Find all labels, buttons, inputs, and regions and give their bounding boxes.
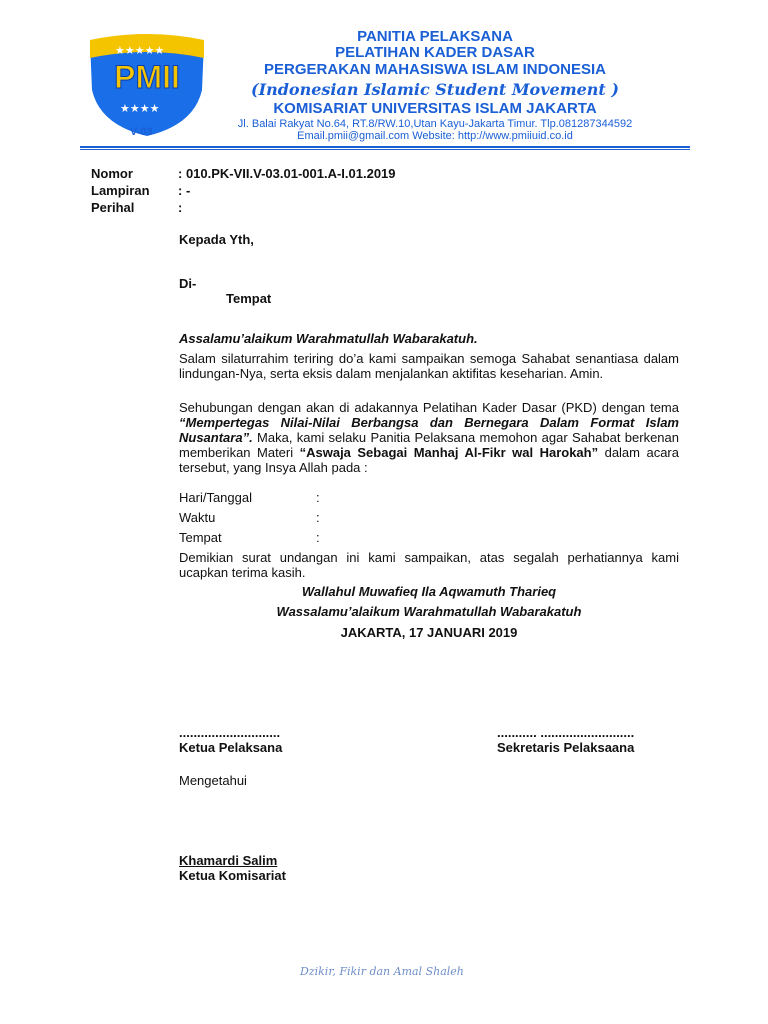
header-committee: PANITIA PELAKSANA — [357, 28, 513, 45]
recipient-greeting: Kepada Yth, — [179, 232, 254, 247]
hari-label: Hari/Tanggal — [179, 490, 252, 505]
waktu-label: Waktu — [179, 510, 216, 525]
lampiran-label: Lampiran — [91, 183, 150, 198]
header-divider — [80, 146, 690, 148]
place-date: JAKARTA, 17 JANUARI 2019 — [340, 625, 518, 640]
recipient-di: Di- — [179, 276, 197, 291]
paragraph-intro: Salam silaturrahim teriring do’a kami sampaikan semoga Sahabat senantiasa dalam lindungan-Nya, serta eksis dalam menjalankan aktifitas keseharian. Amin. — [179, 351, 679, 381]
closing-salam: Wassalamu’alaikum Warahmatullah Wabarakatuh — [276, 604, 582, 619]
approver-title: Ketua Komisariat — [179, 868, 286, 883]
recipient-place: Tempat — [226, 291, 272, 306]
lampiran-value: : - — [178, 183, 191, 198]
wallahul-line: Wallahul Muwafieq Ila Aqwamuth Tharieq — [301, 584, 557, 599]
header-address: Jl. Balai Rakyat No.64, RT.8/RW.10,Utan Kayu-Jakarta Timur. Tlp.081287344592 — [237, 118, 633, 130]
left-signature-title: Ketua Pelaksana — [179, 740, 283, 755]
approver-name: Khamardi Salim — [179, 853, 278, 868]
perihal-value: : — [178, 200, 183, 215]
paragraph-invitation — [179, 400, 679, 475]
logo-text: PMII — [114, 59, 180, 95]
waktu-colon: : — [316, 510, 320, 525]
header-tagline: (Indonesian Islamic Student Movement ) — [251, 80, 619, 99]
right-signature-title: Sekretaris Pelaksaana — [497, 740, 635, 755]
nomor-value: : 010.PK-VII.V-03.01-001.A-I.01.2019 — [178, 166, 396, 181]
opening-salam: Assalamu’alaikum Warahmatullah Wabarakatuh. — [179, 331, 478, 346]
header-event: PELATIHAN KADER DASAR — [335, 44, 535, 61]
paragraph-closing: Demikian surat undangan ini kami sampaikan, atas segalah perhatiannya kami ucapkan terima kasih. — [179, 550, 679, 580]
invitation-theme: “Mempertegas Nilai-Nilai Berbangsa dan Bernegara Dalam Format Islam Nusantara”. — [179, 415, 679, 445]
logo-code: V-03 — [130, 126, 153, 138]
perihal-label: Perihal — [91, 200, 135, 215]
tempat-label: Tempat — [179, 530, 222, 545]
invitation-text-c: dalam acara tersebut, yang Insya Allah pada : — [179, 445, 679, 475]
invitation-text-a: Sehubungan dengan akan di adakannya Pelatihan Kader Dasar (PKD) dengan tema — [179, 400, 679, 415]
left-signature-line: ............................ — [179, 725, 281, 740]
nomor-label: Nomor — [91, 166, 133, 181]
header-commissariat: KOMISARIAT UNIVERSITAS ISLAM JAKARTA — [273, 100, 597, 117]
header-organization: PERGERAKAN MAHASISWA ISLAM INDONESIA — [264, 61, 606, 78]
invitation-text-b: Maka, kami selaku Panitia Pelaksana memohon agar Sahabat berkenan memberikan Materi — [179, 430, 679, 460]
header-divider-thin — [80, 149, 690, 150]
tempat-colon: : — [316, 530, 320, 545]
invitation-materi: “Aswaja Sebagai Manhaj Al-Fikr wal Harokah” — [299, 445, 599, 460]
mengetahui-label: Mengetahui — [179, 773, 247, 788]
svg-text:★★★★: ★★★★ — [120, 103, 160, 115]
hari-colon: : — [316, 490, 320, 505]
footer-motto: Dzikir, Fikir dan Amal Shaleh — [300, 965, 464, 978]
right-signature-line: ........... .......................... — [497, 725, 635, 740]
svg-text:★★★★★: ★★★★★ — [115, 45, 165, 57]
header-contact: Email.pmii@gmail.com Website: http://www.pmiiuid.co.id — [297, 130, 573, 142]
